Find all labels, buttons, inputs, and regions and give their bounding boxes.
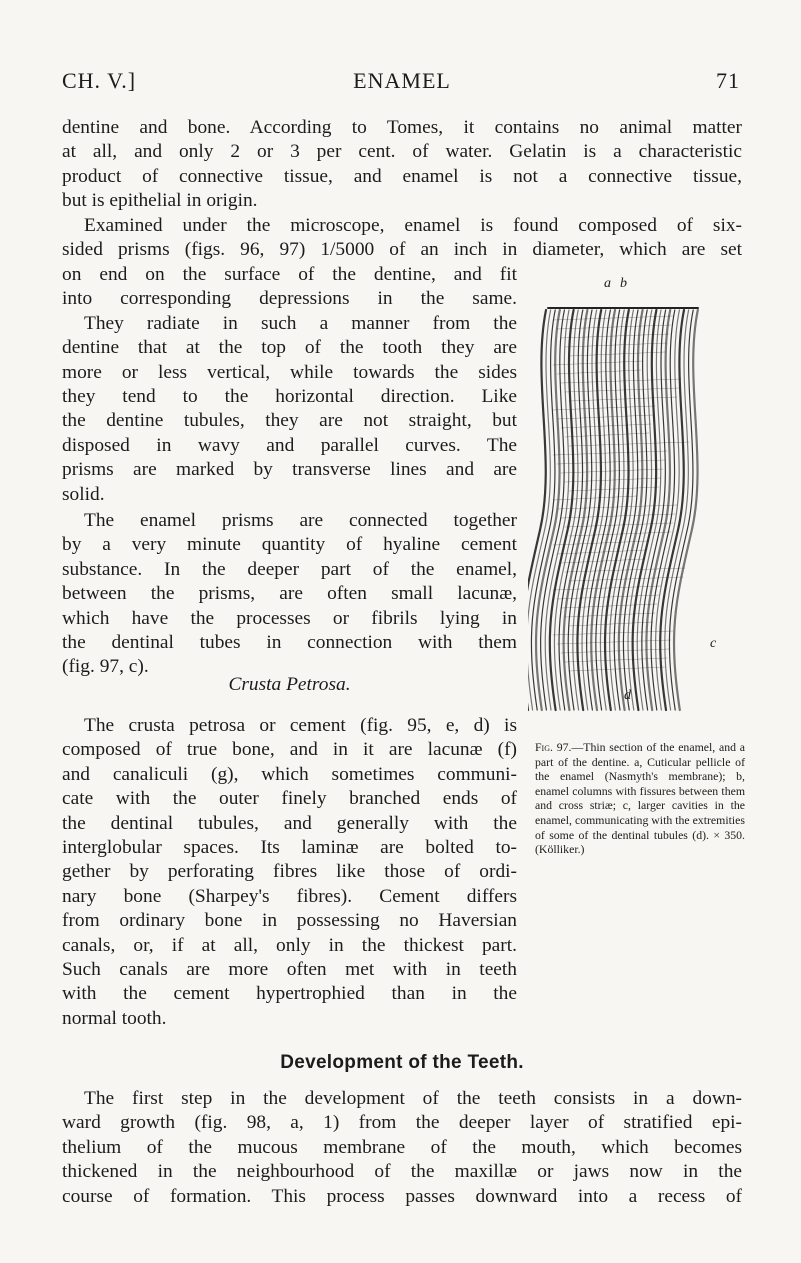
text-line: disposed in wavy and parallel curves. The [62,434,517,456]
stria-stroke [565,568,685,572]
text-line: The first step in the development of the teeth consists in a down- [84,1088,742,1109]
figure-label-a: a [604,276,611,291]
paragraph-2-continued [62,263,517,507]
stria-stroke [557,550,647,554]
figure-label-b: b [620,276,627,291]
text-line: interglobular spaces. Its laminæ are bolted to- [62,837,517,859]
text-line: solid. [62,483,105,505]
text-line: on end on the surface of the dentine, and fit [62,264,517,285]
text-line: product of connective tissue, and enamel is not a connective tissue, [62,165,742,187]
text-line: and canaliculi (g), which sometimes communi- [62,763,517,785]
text-line: cate with the outer finely branched ends of [62,788,517,810]
text-line: dentine and bone. According to Tomes, it contains no animal matter [62,117,742,138]
text-line: Such canals are more often met with in teeth [62,959,517,981]
paragraph-5 [62,1087,742,1209]
caption-text: —Thin section of the enamel, and a part of the dentine. a, Cuticular pellicle of the enamel (Nasmyth's membrane); b, enamel columns with fissures between them and cross striæ; c, larger cavities in the enamel, communicating with the extremities of some of the dentinal tubules (d). × 350. (Kölliker.) [535,740,745,857]
figure-97-illustration [528,276,718,740]
text-line: The crusta petrosa or cement (fig. 95, e, d) is [84,715,517,736]
stria-stroke [553,631,673,635]
page-header [62,68,740,98]
text-line: prisms are marked by transverse lines and are [62,459,517,481]
enamel-section-drawing [528,300,718,740]
text-line: they tend to the horizontal direction. Like [62,386,517,408]
figure-97-caption [535,740,745,857]
paragraph-4 [62,714,517,1031]
text-line: into corresponding depressions in the same. [62,288,517,310]
text-line: with the cement hypertrophied than in the [62,983,517,1005]
stria-stroke [561,469,663,473]
text-line: Examined under the microscope, enamel is found composed of six- [84,215,742,236]
text-line: the dentinal tubules, and generally with the [62,812,517,834]
chapter-label: CH. V.] [62,68,137,93]
paragraph-3 [62,509,517,680]
stria-stroke [553,361,643,365]
page-number: 71 [716,68,740,93]
text-line: thelium of the mucous membrane of the mouth, which becomes [62,1136,742,1158]
text-line: by a very minute quantity of hyaline cement [62,534,517,556]
figure-label-c: c [710,636,717,651]
text-line: The enamel prisms are connected together [84,510,517,531]
running-title: ENAMEL [353,68,451,93]
paragraph-2 [62,214,742,263]
text-line: thickened in the neighbourhood of the maxillæ or jaws now in the [62,1161,742,1183]
stria-stroke [569,622,653,626]
text-line: They radiate in such a manner from the [84,312,517,334]
text-line: at all, and only 2 or 3 per cent. of water. Gelatin is a characteristic [62,141,742,163]
text-line: nary bone (Sharpey's fibres). Cement differs [62,885,517,907]
text-line: canals, or, if at all, only in the thickest part. [62,934,517,956]
text-line: (fig. 97, c). [62,656,149,678]
text-line: but is epithelial in origin. [62,190,258,212]
caption-figure-number: Fig. 97. [535,740,572,754]
text-line: composed of true bone, and in it are lacunæ (f) [62,739,517,761]
text-line: the dentine tubules, they are not straight, but [62,410,517,432]
text-line: ward growth (fig. 98, a, 1) from the deeper layer of stratified epi- [62,1112,742,1134]
paragraph-1 [62,116,742,214]
text-line: sided prisms (figs. 96, 97) 1/5000 of an inch in diameter, which are set [62,239,742,261]
text-line: normal tooth. [62,1007,167,1029]
text-line: which have the processes or fibrils lying in [62,607,517,629]
stria-stroke [561,424,651,428]
text-line: the dentinal tubes in connection with them [62,632,517,654]
text-line: from ordinary bone in possessing no Haversian [62,910,517,932]
text-line: gether by perforating fibres like those of ordi- [62,861,517,883]
text-line: dentine that at the top of the tooth they are [62,337,517,359]
section-heading-crusta-petrosa: Crusta Petrosa. [228,674,351,695]
text-line: more or less vertical, while towards the sides [62,361,517,383]
section-heading-development: Development of the Teeth. [280,1052,524,1073]
figure-label-d: d [624,688,631,703]
text-line: course of formation. This process passes downward into a recess of [62,1185,742,1207]
text-line: substance. In the deeper part of the enamel, [62,558,517,580]
stria-stroke [569,532,671,536]
stria-stroke [569,397,677,401]
text-line: between the prisms, are often small lacunæ, [62,583,517,605]
